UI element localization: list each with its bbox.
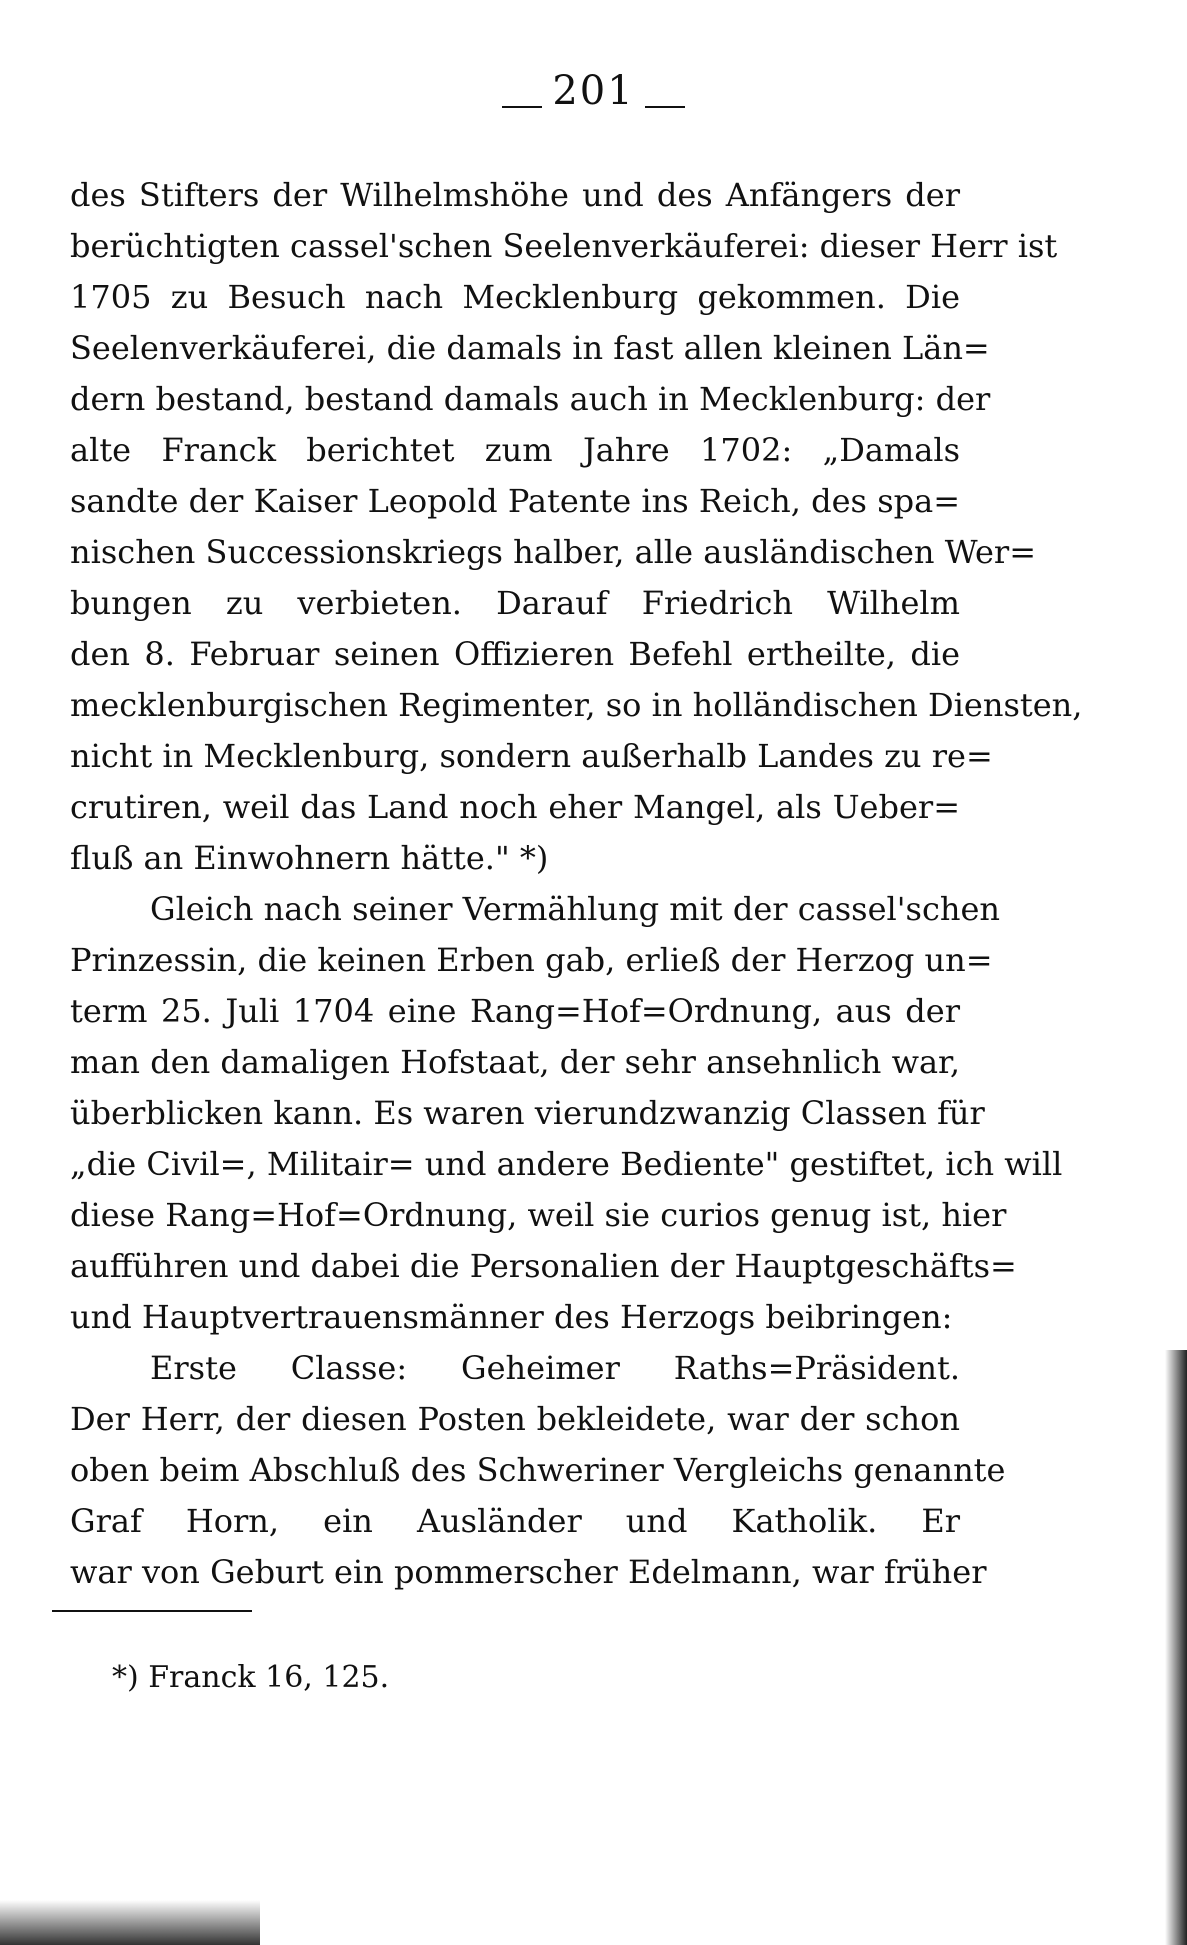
text-line: fluß an Einwohnern hätte." *) <box>70 839 549 877</box>
text-line: oben beim Abschluß des Schweriner Vergleichs genannte <box>70 1451 1006 1489</box>
text-line: bungen zu verbieten. Darauf Friedrich Wilhelm <box>70 584 960 622</box>
text-line: Graf Horn, ein Ausländer und Katholik. Er <box>70 1502 960 1540</box>
text-line: man den damaligen Hofstaat, der sehr ansehnlich war, <box>70 1043 960 1081</box>
footnote: *) Franck 16, 125. <box>112 1660 390 1695</box>
text-line: dern bestand, bestand damals auch in Mecklenburg: der <box>70 380 991 418</box>
text-line: Seelenverkäuferei, die damals in fast allen kleinen Län= <box>70 329 990 367</box>
text-line: war von Geburt ein pommerscher Edelmann, war früher <box>70 1553 987 1591</box>
text-line: nischen Successionskriegs halber, alle ausländischen Wer= <box>70 533 1037 571</box>
text-line: den 8. Februar seinen Offizieren Befehl ertheilte, die <box>70 635 960 673</box>
text-line: Der Herr, der diesen Posten bekleidete, war der schon <box>70 1400 960 1438</box>
text-line: Erste Classe: Geheimer Raths=Präsident. <box>150 1349 960 1387</box>
text-line: diese Rang=Hof=Ordnung, weil sie curios genug ist, hier <box>70 1196 1007 1234</box>
text-line: nicht in Mecklenburg, sondern außerhalb Landes zu re= <box>70 737 993 775</box>
page-corner-shadow <box>0 1900 260 1945</box>
text-line: Prinzessin, die keinen Erben gab, erließ der Herzog un= <box>70 941 993 979</box>
text-line: „die Civil=, Militair= und andere Bediente" gestiftet, ich will <box>70 1145 1063 1183</box>
text-line: crutiren, weil das Land noch eher Mangel, als Ueber= <box>70 788 960 826</box>
footnote-rule <box>52 1610 252 1612</box>
page-edge-shadow <box>1165 1350 1187 1945</box>
text-line: und Hauptvertrauensmänner des Herzogs beibringen: <box>70 1298 953 1336</box>
text-line: überblicken kann. Es waren vierundzwanzig Classen für <box>70 1094 985 1132</box>
text-line: berüchtigten cassel'schen Seelenverkäuferei: dieser Herr ist <box>70 227 1058 265</box>
text-line: term 25. Juli 1704 eine Rang=Hof=Ordnung, aus der <box>70 992 960 1030</box>
body-text <box>70 170 1083 1598</box>
text-line: des Stifters der Wilhelmshöhe und des Anfängers der <box>70 176 960 214</box>
text-line: Gleich nach seiner Vermählung mit der cassel'schen <box>150 890 1001 928</box>
page-header <box>0 68 1187 114</box>
header-rule-left <box>502 106 542 108</box>
text-line: 1705 zu Besuch nach Mecklenburg gekommen. Die <box>70 278 960 316</box>
text-line: alte Franck berichtet zum Jahre 1702: „Damals <box>70 431 960 469</box>
page-number: 201 <box>552 68 635 114</box>
text-line: mecklenburgischen Regimenter, so in holländischen Diensten, <box>70 686 1083 724</box>
text-line: sandte der Kaiser Leopold Patente ins Reich, des spa= <box>70 482 960 520</box>
header-rule-right <box>645 106 685 108</box>
text-line: aufführen und dabei die Personalien der Hauptgeschäfts= <box>70 1247 1017 1285</box>
